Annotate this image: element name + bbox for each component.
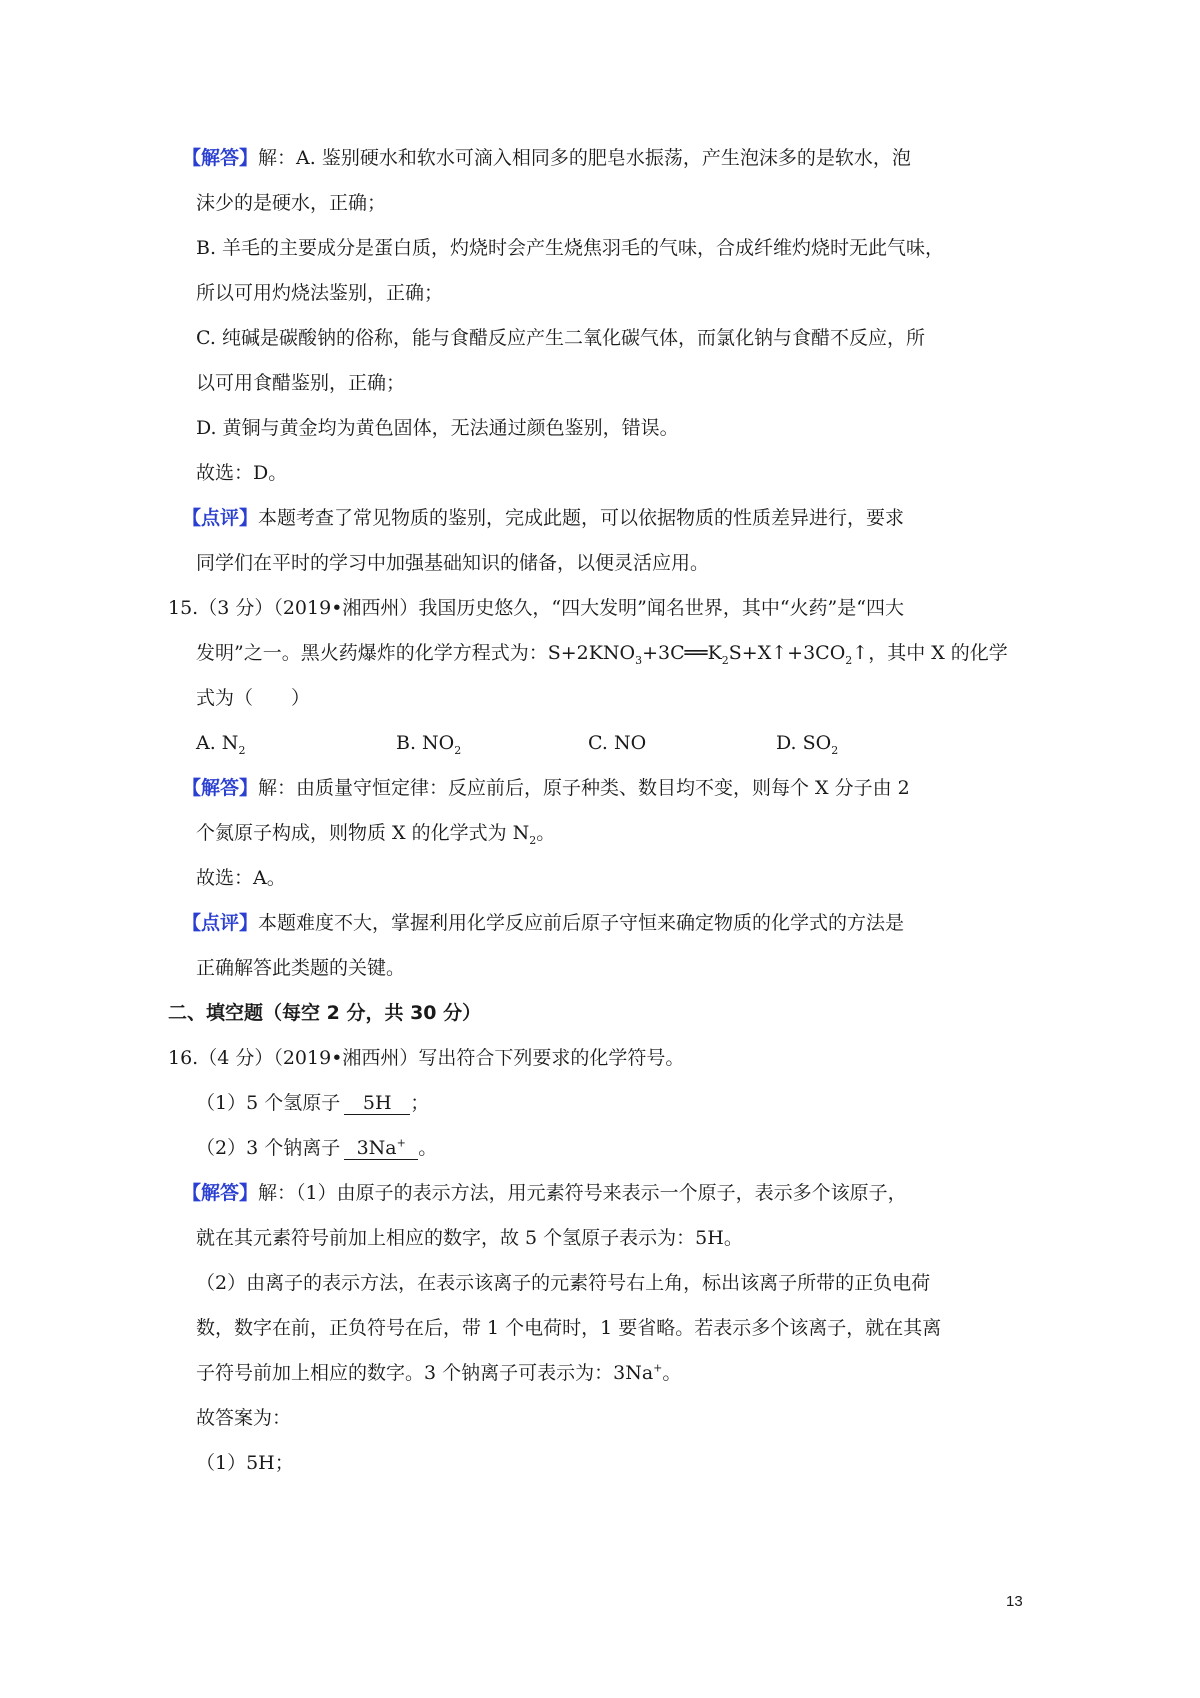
- q15-review-line-2: [196, 955, 405, 981]
- q16-stem-line-1: [168, 1045, 684, 1071]
- answer-tag: 【解答】: [182, 147, 259, 169]
- q15-choice: [196, 865, 286, 891]
- q14-review-line-2: [196, 550, 709, 576]
- subscript: 3: [635, 653, 643, 667]
- q14-answer-line-1: [182, 145, 911, 171]
- text: 就在其元素符号前加上相应的数字，故 5 个氢原子表示为：5H。: [196, 1227, 743, 1249]
- q16-sub-question-1: [196, 1090, 429, 1116]
- text: 。: [536, 822, 556, 844]
- text: 同学们在平时的学习中加强基础知识的储备，以便灵活应用。: [196, 552, 710, 574]
- q14-choice: [196, 460, 287, 486]
- text: 正确解答此类题的关键。: [196, 957, 406, 979]
- answer-blank: 5H: [344, 1092, 410, 1115]
- q16-final-label: [196, 1405, 291, 1431]
- q14-answer-line-6: [196, 370, 405, 396]
- q16-final-1: [196, 1450, 294, 1476]
- q16-answer-line-5: [196, 1360, 681, 1386]
- text: 解：A. 鉴别硬水和软水可滴入相同多的肥皂水振荡，产生泡沫多的是软水，泡: [258, 147, 911, 169]
- text: 本题考查了常见物质的鉴别，完成此题，可以依据物质的性质差异进行，要求: [258, 507, 905, 529]
- text: 沫少的是硬水，正确；: [196, 192, 387, 214]
- text: 故选：D。: [196, 462, 288, 484]
- q15-stem-line-3: [196, 685, 310, 711]
- text: +3C══K: [642, 642, 722, 664]
- q15-stem-line-2: [196, 640, 1008, 666]
- review-tag: 【点评】: [182, 912, 259, 934]
- q15-stem-line-1: [168, 595, 904, 621]
- text: （1）5 个氢原子: [196, 1092, 341, 1114]
- text: 二、填空题（每空 2 分，共 30 分）: [168, 1002, 482, 1024]
- review-tag: 【点评】: [182, 507, 259, 529]
- answer-blank: 3Na+: [344, 1137, 418, 1160]
- text: 本题难度不大，掌握利用化学反应前后原子守恒来确定物质的化学式的方法是: [258, 912, 905, 934]
- text: 。: [418, 1137, 438, 1159]
- subscript: 2: [845, 653, 853, 667]
- text: 15.（3 分）（2019•湘西州）我国历史悠久，“四大发明”闻名世界，其中“火药”是“四大: [168, 597, 904, 619]
- text: 解：由质量守恒定律：反应前后，原子种类、数目均不变，则每个 X 分子由 2: [258, 777, 910, 799]
- text: 数，数字在前，正负符号在后，带 1 个电荷时，1 要省略。若表示多个该离子，就在其离: [196, 1317, 942, 1339]
- option-a: A. $N_2$: [196, 732, 246, 757]
- q14-answer-line-2: [196, 190, 386, 216]
- superscript: +: [653, 1361, 663, 1375]
- text: 发明”之一。黑火药爆炸的化学方程式为：S+2KNO: [196, 642, 636, 664]
- text: （2）由离子的表示方法，在表示该离子的元素符号右上角，标出该离子所带的正负电荷: [196, 1272, 931, 1294]
- text: 故选：A。: [196, 867, 286, 889]
- text: B. 羊毛的主要成分是蛋白质，灼烧时会产生烧焦羽毛的气味，合成纤维灼烧时无此气味，: [196, 237, 945, 259]
- q14-review-line-1: [182, 505, 904, 531]
- text: 子符号前加上相应的数字。3 个钠离子可表示为：3Na: [196, 1362, 654, 1384]
- page-number: 13: [1006, 1593, 1023, 1610]
- q15-options: [196, 730, 956, 756]
- text: S+X↑+3CO: [728, 642, 846, 664]
- option-b: B. $NO_2$: [396, 732, 462, 757]
- q16-sub-question-2: [196, 1135, 437, 1161]
- text: 个氮原子构成，则物质 X 的化学式为 N: [196, 822, 530, 844]
- text: 解：（1）由原子的表示方法，用元素符号来表示一个原子，表示多个该原子，: [258, 1182, 907, 1204]
- text: 以可用食醋鉴别，正确；: [196, 372, 406, 394]
- q16-answer-line-2: [196, 1225, 743, 1251]
- text: ；: [410, 1092, 430, 1114]
- text: D. 黄铜与黄金均为黄色固体，无法通过颜色鉴别，错误。: [196, 417, 679, 439]
- q15-answer-line-2: [196, 820, 555, 846]
- text: 故答案为：: [196, 1407, 292, 1429]
- q15-review-line-1: [182, 910, 904, 936]
- q14-answer-line-4: [196, 280, 443, 306]
- q16-answer-line-4: [196, 1315, 941, 1341]
- subscript: 2: [529, 833, 537, 847]
- q15-answer-line-1: [182, 775, 910, 801]
- answer-tag: 【解答】: [182, 1182, 259, 1204]
- text: 式为（ ）: [196, 687, 311, 709]
- text: 16.（4 分）（2019•湘西州）写出符合下列要求的化学符号。: [168, 1047, 685, 1069]
- text: C. 纯碱是碳酸钠的俗称，能与食醋反应产生二氧化碳气体，而氯化钠与食醋不反应，所: [196, 327, 925, 349]
- text: ↑，其中 X 的化学: [852, 642, 1008, 664]
- q14-answer-line-7: [196, 415, 679, 441]
- text: 所以可用灼烧法鉴别，正确；: [196, 282, 444, 304]
- answer-tag: 【解答】: [182, 777, 259, 799]
- section-title: [168, 1000, 481, 1026]
- text: 。: [662, 1362, 682, 1384]
- subscript: 2: [721, 653, 729, 667]
- option-c: C. NO: [588, 732, 647, 754]
- q16-answer-line-3: [196, 1270, 930, 1296]
- q16-answer-line-1: [182, 1180, 907, 1206]
- text: （1）5H；: [196, 1452, 294, 1474]
- q14-answer-line-5: [196, 325, 925, 351]
- option-d: D. $SO_2$: [776, 732, 839, 757]
- q14-answer-line-3: [196, 235, 944, 261]
- text: （2）3 个钠离子: [196, 1137, 341, 1159]
